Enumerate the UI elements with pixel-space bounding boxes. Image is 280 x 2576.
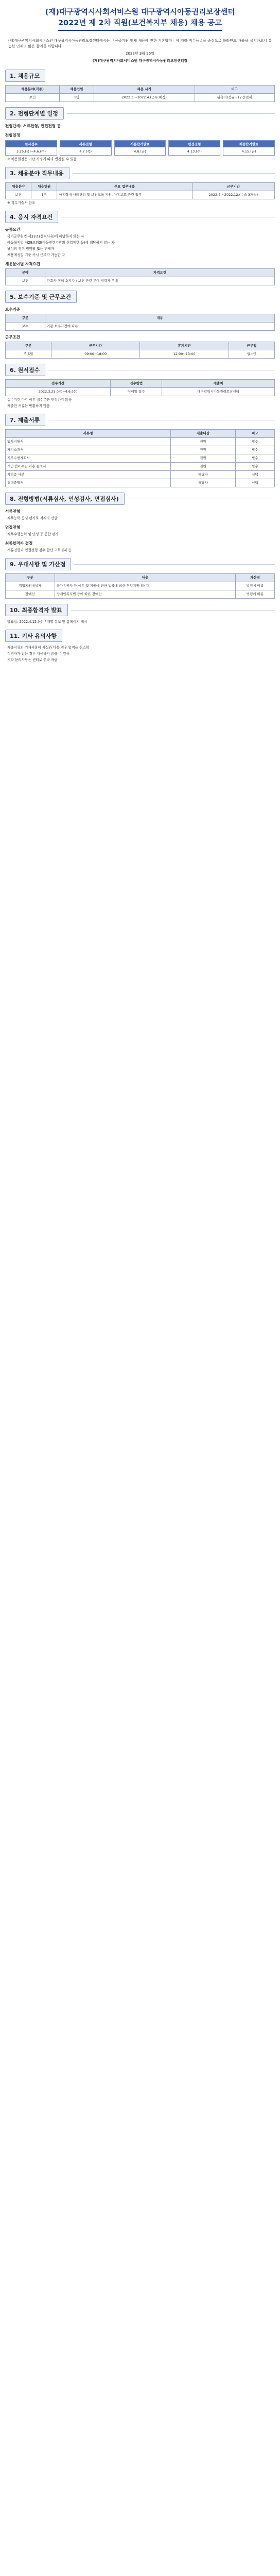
table-row: 입사지원서 전원 필수 — [6, 438, 275, 446]
list-item: 접수기간 마감 이후 접수분은 인정하지 않음 — [7, 398, 72, 402]
table-row: 보수 기관 보수규정에 따름 — [6, 323, 275, 331]
intro-org: (재)대구광역시사회서비스원 대구광역시아동권리보장센터장 — [92, 58, 188, 63]
job-table: 채용분야 채용인원 주요 업무내용 근무기간 보건 1명 아동학대 사례관리 및 보건교육 지원, 아동보호 관련 업무 2022.4.~2022.12.(수습 3개월) — [5, 182, 275, 199]
table-row: 경력증명서 해당자 선택 — [6, 479, 275, 487]
list-item: 아동복지법 제29조의3(아동관련기관의 취업제한 등)에 해당하지 않는 자 — [7, 241, 115, 245]
section-10: 10. 최종합격자 발표 발표일: 2022.4.15.(금) / 개별 통보 및 홈페이지 게시 — [5, 604, 275, 624]
schedule-step: 서류전형 4.7.(목) — [60, 140, 112, 156]
pay-table: 구분 내용 보수 기관 보수규정에 따름 — [5, 314, 275, 331]
section-title: 3. 채용분야 직무내용 — [5, 167, 69, 179]
schedule-step: 서류합격발표 4.8.(금) — [114, 140, 166, 156]
application-table: 접수기간 접수방법 제출처 2022.3.25.(금)~4.6.(수) 이메일 접수 대구광역시아동권리보장센터 — [5, 379, 275, 396]
list-item: 국가공무원법 제33조(결격사유)에 해당하지 않는 자 — [7, 234, 84, 239]
table-row: 2022.3.25.(금)~4.6.(수) 이메일 접수 대구광역시아동권리보장센터 — [6, 388, 275, 396]
documents-table: 서류명 제출대상 비고 입사지원서 전원 필수 자기소개서 전원 필수 직무수행계획서 전원 필수 개인정보 수집·이용 동의서 전원 필수 자격증 사본 해당자 선택 경력증명서 해당자 선택 — [5, 429, 275, 487]
table-row: 취업지원대상자 국가유공자 등 예우 및 지원에 관한 법률에 의한 취업지원대상자 법령에 따름 — [6, 582, 275, 590]
table-row: 보건 1명 2022.3.~2022.4.(근무 예정) 위촉직(정규직) / 전일제 — [6, 94, 275, 102]
section-title: 8. 전형방법(서류심사, 인성검사, 면접심사) — [5, 493, 125, 505]
section-title: 10. 최종합격자 발표 — [5, 604, 68, 616]
schedule-step: 원서접수 3.25.(금)~4.6.(수) — [5, 140, 57, 156]
section-title: 5. 보수기준 및 근무조건 — [5, 291, 77, 303]
schedule-step: 면접전형 4.13.(수) — [168, 140, 220, 156]
work-table: 구분 근무시간 휴게시간 근무일 주 5일 09:00~18:00 12:00~13:00 월~금 — [5, 342, 275, 359]
section-title: 6. 원서접수 — [5, 364, 45, 376]
section-9 — [5, 558, 275, 599]
intro — [0, 34, 280, 64]
list-item: 채용예정일 기준 즉시 근무가 가능한 자 — [7, 253, 65, 257]
table-row: 주 5일 09:00~18:00 12:00~13:00 월~금 — [6, 350, 275, 359]
preference-table: 구분 내용 가산점 취업지원대상자 국가유공자 등 예우 및 지원에 관한 법률에 의한 취업지원대상자 법령에 따름 장애인 장애인복지법 등에 따른 장애인 법령에 따름 — [5, 573, 275, 599]
table-row: 장애인 장애인복지법 등에 따른 장애인 법령에 따름 — [6, 590, 275, 599]
list-item: 남성의 경우 병역필 또는 면제자 — [7, 247, 55, 251]
list-item: 적격자가 없는 경우 채용하지 않을 수 있음 — [7, 652, 69, 656]
section-title: 9. 우대사항 및 가산점 — [5, 558, 71, 570]
section-11 — [5, 630, 275, 663]
table-row: 자기소개서 전원 필수 — [6, 446, 275, 454]
table-row: 보건 1명 아동학대 사례관리 및 보건교육 지원, 아동보호 관련 업무 2022.4.~2022.12.(수습 3개월) — [6, 191, 275, 199]
list-item: 기타 문의사항은 센터로 연락 바람 — [7, 658, 58, 662]
section-title: 7. 제출서류 — [5, 414, 45, 426]
recruit-size-table: 채용분야(직종) 채용인원 채용 시기 비고 보건 1명 2022.3.~2022.4.(근무 예정) 위촉직(정규직) / 전일제 — [5, 85, 275, 102]
table-row: 자격증 사본 해당자 선택 — [6, 471, 275, 479]
title-line-1: (재)대구광역시사회서비스원 대구광역시아동권리보장센터 — [45, 8, 235, 16]
section-2: 2. 전형단계별 일정 전형단계: 서류전형, 면접전형 등 전형일정 원서접수 3.25.(금)~4.6.(수) 서류전형 4.7.(목) 서류합격발표 4.8.(금) 면접전형 4.13.(수) 최종합격발표 4.15.(금) ※ 채용일정은 기관 사정에 따라 변경될 수 있음 — [5, 107, 275, 162]
table-row: 보건 간호사 면허 소지자 / 보건 관련 분야 경력자 우대 — [6, 277, 275, 285]
table-row: 직무수행계획서 전원 필수 — [6, 454, 275, 463]
section-5: 5. 보수기준 및 근무조건 보수기준 구분 내용 보수 기관 보수규정에 따름 근무조건 구분 근무시간 휴게시간 근무일 주 5일 09:00~18:00 12:00~13:00 월~금 — [5, 291, 275, 359]
schedule-step: 최종합격발표 4.15.(금) — [223, 140, 275, 156]
list-item: 제출한 서류는 반환하지 않음 — [7, 404, 50, 408]
section-4: 4. 응시 자격요건 공통요건 국가공무원법 제33조(결격사유)에 해당하지 않는 자 아동복지법 제29조의3(아동관련기관의 취업제한 등)에 해당하지 않는 자 남성의 경우 병역필 또는 면제자 채용예정일 기준 즉시 근무가 가능한 자 채용분야별 자격요건 분야 자격요건 보건 간호사 면허 소지자 / 보건 관련 분야 경력자 우대 — [5, 211, 275, 285]
table-row: 개인정보 수집·이용 동의서 전원 필수 — [6, 463, 275, 471]
section-7 — [5, 414, 275, 487]
section-3: 3. 채용분야 직무내용 채용분야 채용인원 주요 업무내용 근무기간 보건 1명 아동학대 사례관리 및 보건교육 지원, 아동보호 관련 업무 2022.4.~2022.12.(수습 3개월) ※ 직무기술서 참조 — [5, 167, 275, 206]
intro-body: (재)대구광역시사회서비스원 대구광역시아동권리보장센터에서는 「공공기관 인재 채용에 관한 기본방향」에 따라 직무능력을 중심으로 블라인드 채용을 실시하오니 유능한 인재의 많은 참여를 바랍니다. — [8, 39, 272, 48]
section-6 — [5, 364, 275, 409]
section-title: 11. 기타 유의사항 — [5, 630, 62, 642]
intro-date: 2022년 3월 25일 — [126, 52, 154, 56]
page-title — [0, 0, 280, 34]
title-line-2: 2022년 제 2차 직원(보건복지부 채용) 채용 공고 — [58, 18, 222, 31]
section-8: 8. 전형방법(서류심사, 인성검사, 면접심사) 서류전형 직무능력 중심 평가로 적격자 선발 면접전형 직무수행능력 및 인성 등 종합 평가 최종합격자 결정 서류전형과 면접전형 점수 합산 고득점자 순 — [5, 493, 275, 553]
schedule-grid — [5, 140, 275, 156]
section-title: 4. 응시 자격요건 — [5, 211, 58, 223]
section-title: 2. 전형단계별 일정 — [5, 107, 64, 120]
list-item: 제출서류의 기재사항이 사실과 다를 경우 합격을 취소함 — [7, 646, 90, 650]
section-title: 1. 채용규모 — [5, 70, 45, 82]
qualification-table: 분야 자격요건 보건 간호사 면허 소지자 / 보건 관련 분야 경력자 우대 — [5, 268, 275, 285]
section-1 — [5, 70, 275, 102]
